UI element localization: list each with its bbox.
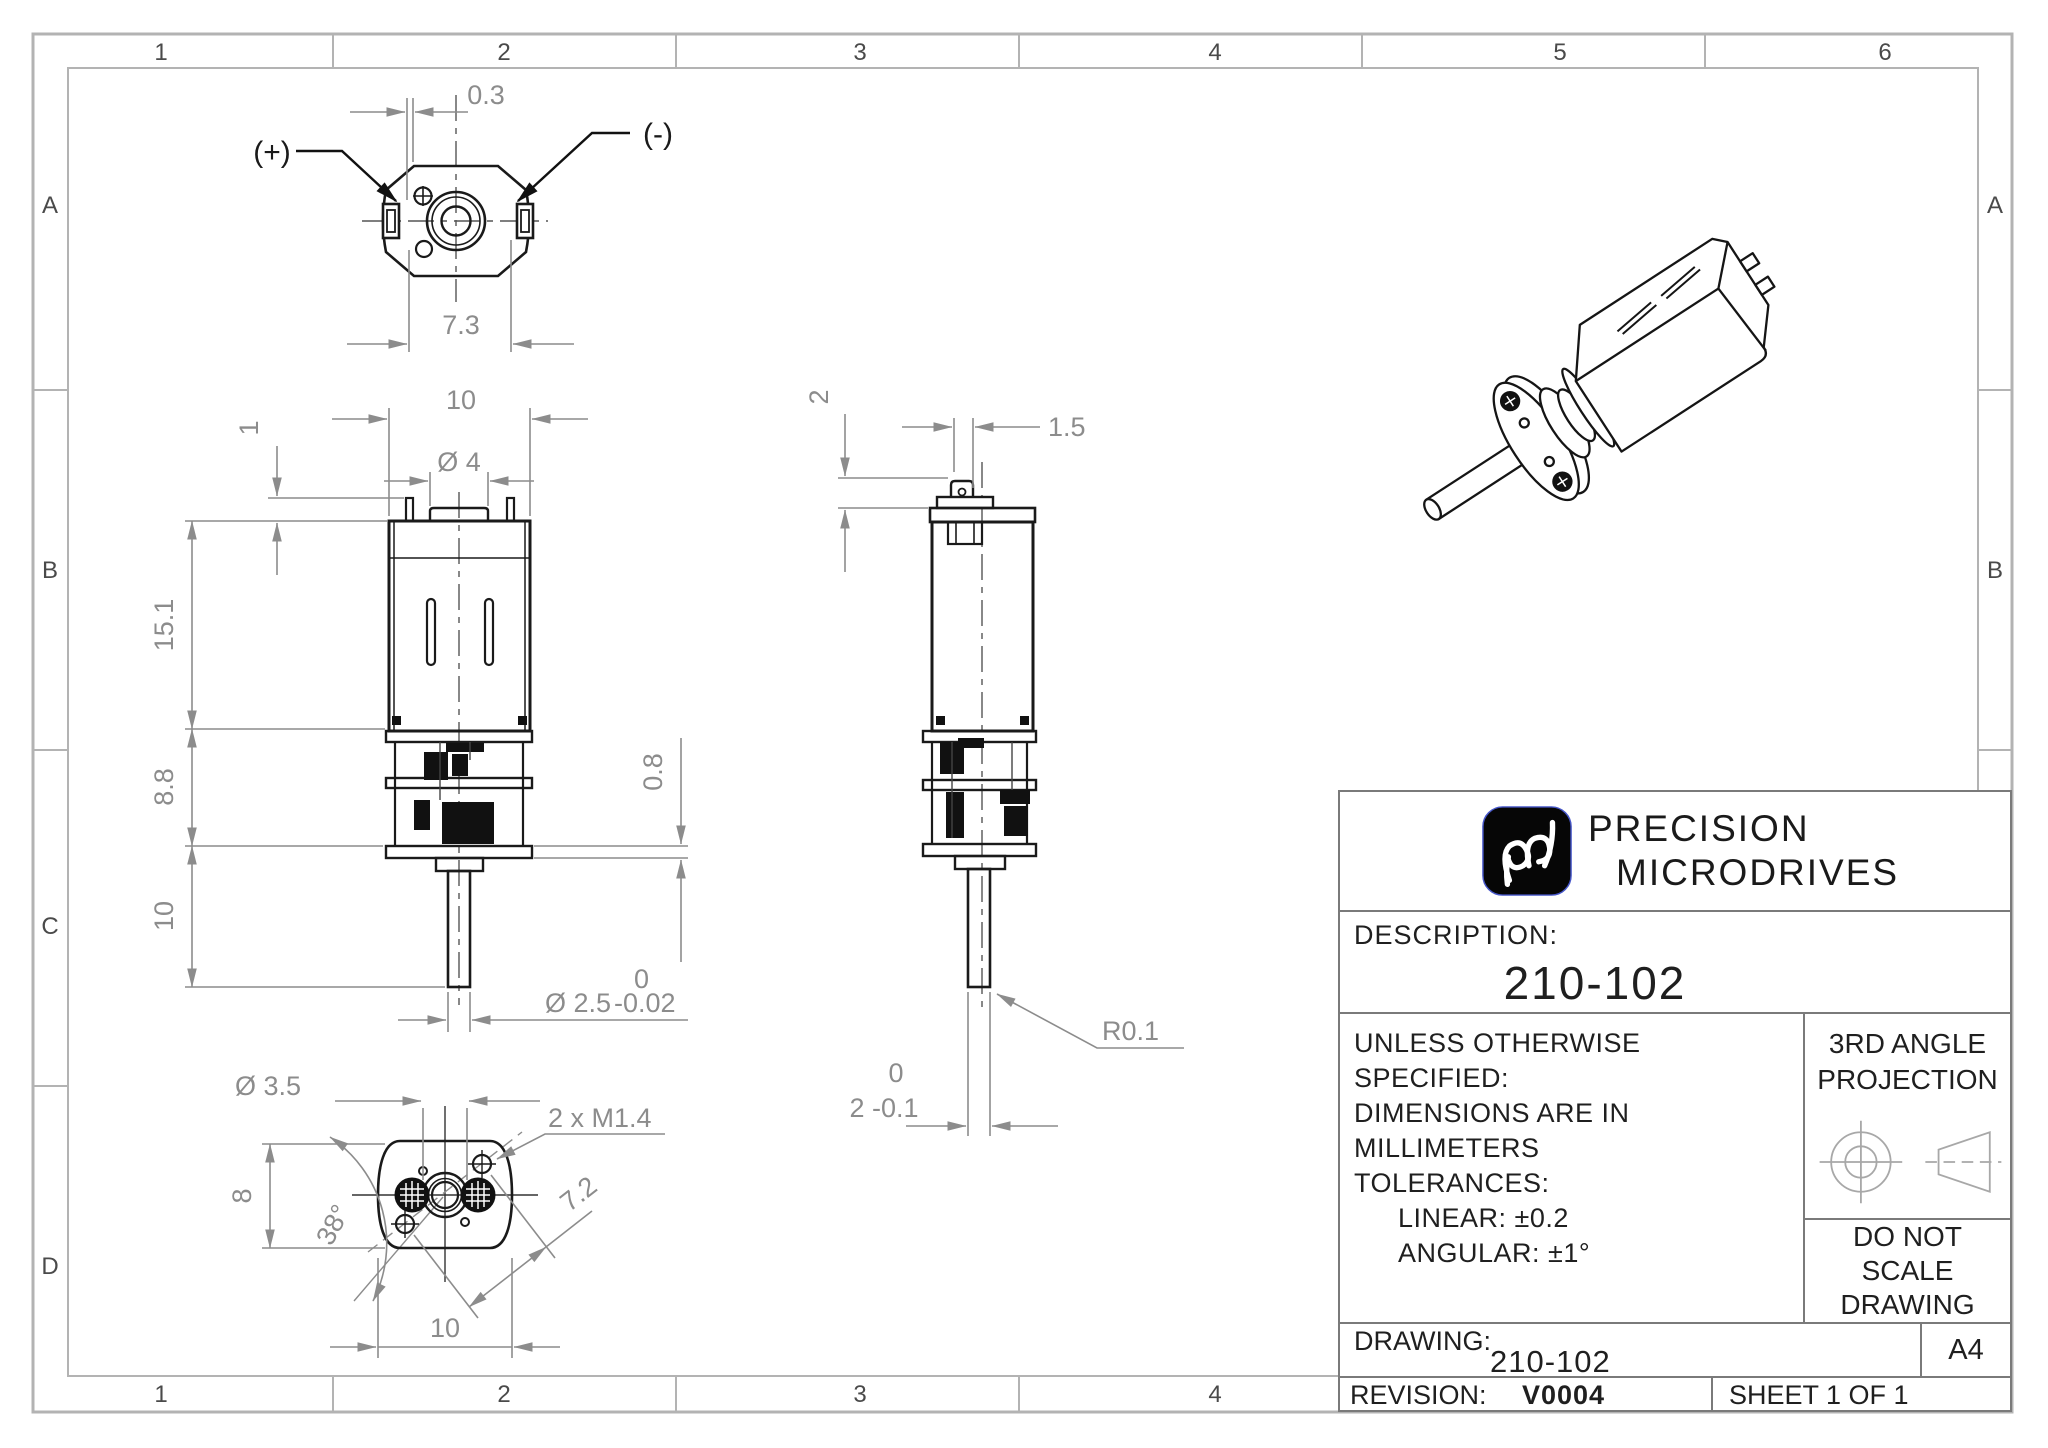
grid-label: B (1986, 557, 2004, 584)
dim-front-shaft-tol-upper: 0 (634, 964, 650, 994)
third-angle-projection-icon (1813, 1112, 2003, 1212)
side-view (804, 389, 1184, 1136)
grid-label: 1 (154, 1381, 168, 1408)
dim-face-angle: 38° (310, 1199, 356, 1250)
title-block-brand-row (1340, 792, 2010, 912)
rear-view (253, 80, 673, 352)
projection-line2: PROJECTION (1817, 1064, 1998, 1095)
do-not-scale-line1: DO NOT SCALE (1853, 1221, 1962, 1286)
dim-face-hole-span: 7.2 (554, 1170, 603, 1218)
tolerance-line: ANGULAR: ±1° (1398, 1238, 1591, 1268)
dim-front-shaft-dia: Ø 2.5 (545, 988, 612, 1018)
brand-line1: PRECISION (1588, 808, 1810, 850)
grid-label: C (41, 913, 59, 940)
tolerance-line: UNLESS OTHERWISE SPECIFIED: (1354, 1028, 1641, 1093)
description-label: DESCRIPTION: (1354, 920, 1559, 950)
grid-label: 6 (1878, 39, 1892, 66)
dim-rear-offset: 0.3 (467, 80, 505, 110)
face-view (227, 1071, 665, 1358)
do-not-scale-cell (1805, 1220, 2010, 1322)
grid-label: A (1986, 192, 2004, 219)
grid-label: 4 (1208, 39, 1222, 66)
terminal-positive-label: (+) (253, 136, 291, 169)
dim-front-shaft-length: 10 (149, 900, 179, 932)
dim-face-width: 10 (429, 1313, 461, 1343)
dim-front-gearbox: 8.8 (149, 768, 179, 806)
dim-rear-width: 7.3 (442, 310, 480, 340)
projection-cell (1805, 1014, 2010, 1220)
grid-label: 2 (497, 1381, 511, 1408)
dim-side-tip-radius: R0.1 (1102, 1016, 1160, 1046)
title-block (1338, 790, 2012, 1412)
revision-label: REVISION: (1350, 1380, 1487, 1410)
terminal-negative-label: (-) (643, 118, 673, 151)
drawing-number-cell (1340, 1324, 1920, 1379)
dim-side-flat: 2 -0.1 (849, 1093, 919, 1123)
grid-label: B (41, 557, 59, 584)
dim-front-plate: 0.8 (638, 753, 668, 791)
tolerance-line: DIMENSIONS ARE IN MILLIMETERS (1354, 1098, 1630, 1163)
grid-label: 4 (1208, 1381, 1222, 1408)
dim-side-flat-tol-upper: 0 (888, 1058, 904, 1088)
grid-label: 5 (1553, 39, 1567, 66)
dim-face-boss: Ø 3.5 (234, 1071, 302, 1101)
isometric-view (1387, 225, 1812, 570)
dim-front-width: 10 (445, 385, 477, 415)
description-cell (1340, 912, 2010, 1014)
front-view (149, 385, 688, 1032)
tolerance-notes (1340, 1014, 1803, 1322)
grid-label: 1 (154, 39, 168, 66)
precision-microdrives-logo-icon (1480, 804, 1574, 898)
dim-front-pin: 1 (234, 420, 264, 436)
dim-front-cap: Ø 4 (437, 447, 481, 477)
grid-label: D (41, 1253, 59, 1280)
grid-label: 2 (497, 39, 511, 66)
tolerance-line: LINEAR: ±0.2 (1398, 1203, 1569, 1233)
grid-label: 3 (853, 39, 867, 66)
drawing-label: DRAWING: (1354, 1326, 1491, 1356)
do-not-scale-line2: DRAWING (1840, 1289, 1975, 1320)
drawing-value: 210-102 (1490, 1344, 1611, 1379)
dim-face-holes: 2 x M1.4 (548, 1103, 652, 1133)
revision-value: V0004 (1522, 1380, 1606, 1410)
dim-side-terminal-width: 1.5 (1048, 412, 1086, 442)
paper-size-cell: A4 (1920, 1324, 2010, 1376)
description-value: 210-102 (1503, 957, 1687, 1009)
dim-face-height: 8 (227, 1188, 257, 1204)
projection-line1: 3RD ANGLE (1828, 1028, 1987, 1059)
grid-label: A (41, 192, 59, 219)
revision-cell (1340, 1378, 1713, 1412)
dim-front-body: 15.1 (149, 598, 179, 652)
brand-line2: MICRODRIVES (1616, 852, 1900, 893)
dim-side-terminal-height: 2 (804, 389, 834, 405)
sheet-number-cell: SHEET 1 OF 1 (1729, 1380, 1909, 1410)
brand-name (1588, 807, 1899, 894)
dim-front-shaft-tol-lower: -0.02 (614, 988, 676, 1018)
tolerance-line: TOLERANCES: (1354, 1168, 1550, 1198)
grid-label: 3 (853, 1381, 867, 1408)
